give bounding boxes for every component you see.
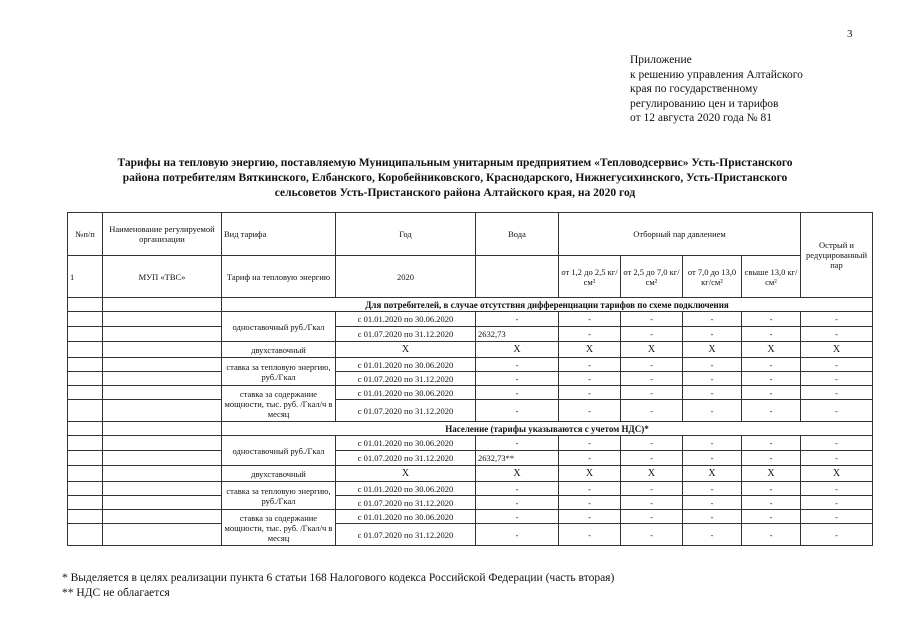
- header-num: №п/п: [68, 213, 103, 256]
- label-maintenance-rate: ставка за содержание мощности, тыс. руб. /Гкал/ч в месяц: [222, 386, 336, 422]
- footnotes: [62, 571, 614, 601]
- document-title: Тарифы на тепловую энергию, поставляемую Муниципальным унитарным предприятием «Тепловодсервис» Усть-Пристанского района потребителям Вяткинского, Елбанского, Коробейниковского, Краснодарского, Нижнегусихинского, Усть-Пристанского сельсоветов Усть-Пристанского района Алтайского края, на 2020 год: [117, 157, 793, 199]
- label-one-part: одноставочный руб./Гкал: [222, 436, 336, 466]
- table-row: с 01.07.2020 по 31.12.2020 - - - - - -: [68, 400, 873, 422]
- period-cell: с 01.01.2020 по 30.06.2020: [336, 510, 476, 524]
- table-row: ставка за содержание мощности, тыс. руб. /Гкал/ч в месяц с 01.01.2020 по 30.06.2020 - - - - - -: [68, 510, 873, 524]
- pressure-header: от 7,0 до 13,0 кг/см²: [683, 256, 742, 298]
- period-cell: с 01.07.2020 по 31.12.2020: [336, 496, 476, 510]
- table-row: с 01.07.2020 по 31.12.2020 - - - - - -: [68, 524, 873, 546]
- page-number: 3: [847, 28, 853, 40]
- header-sharp-steam: Острый и редуцированный пар: [801, 213, 873, 298]
- period-cell: с 01.07.2020 по 31.12.2020: [336, 451, 476, 466]
- header-steam: Отборный пар давлением: [559, 213, 801, 256]
- tariff-type: Тариф на тепловую энергию: [222, 256, 336, 298]
- period-cell: с 01.01.2020 по 30.06.2020: [336, 312, 476, 327]
- water-empty: [476, 256, 559, 298]
- row-num: 1: [68, 256, 103, 298]
- table-row: одноставочный руб./Гкал с 01.01.2020 по 30.06.2020 - - - - - -: [68, 436, 873, 451]
- table-row: ставка за тепловую энергию, руб./Гкал с 01.01.2020 по 30.06.2020 - - - - - -: [68, 358, 873, 372]
- footnote-vat: * Выделяется в целях реализации пункта 6 статьи 168 Налогового кодекса Российской Федерации (часть вторая): [62, 572, 615, 584]
- water-value: 2632,73: [476, 327, 559, 342]
- table-row: с 01.07.2020 по 31.12.2020 - - - - - -: [68, 372, 873, 386]
- table-row: с 01.07.2020 по 31.12.2020 2632,73 - - - - -: [68, 327, 873, 342]
- pressure-header: от 1,2 до 2,5 кг/см²: [559, 256, 621, 298]
- appendix-note: Приложение к решению управления Алтайского края по государственному регулированию цен и тарифов от 12 августа 2020 года № 81: [630, 54, 803, 124]
- table-row: ставка за содержание мощности, тыс. руб. /Гкал/ч в месяц с 01.01.2020 по 30.06.2020 - - - - - -: [68, 386, 873, 400]
- footnote-no-vat: ** НДС не облагается: [62, 587, 170, 599]
- header-year: Год: [336, 213, 476, 256]
- section-row: [68, 298, 873, 312]
- header-org: Наименование регулируемой организации: [103, 213, 222, 256]
- header-tariff-type: Вид тарифа: [222, 213, 336, 256]
- period-cell: с 01.01.2020 по 30.06.2020: [336, 386, 476, 400]
- table-row: ставка за тепловую энергию, руб./Гкал с 01.01.2020 по 30.06.2020 - - - - - -: [68, 482, 873, 496]
- pressure-header: от 2,5 до 7,0 кг/см²: [621, 256, 683, 298]
- period-cell: с 01.07.2020 по 31.12.2020: [336, 400, 476, 422]
- label-two-part: двухставочный: [222, 342, 336, 358]
- table-row: с 01.07.2020 по 31.12.2020 - - - - - -: [68, 496, 873, 510]
- period-cell: с 01.07.2020 по 31.12.2020: [336, 327, 476, 342]
- section-title-consumers: Для потребителей, в случае отсутствия дифференциации тарифов по схеме подключения: [222, 298, 873, 312]
- table-row: с 01.07.2020 по 31.12.2020 2632,73** - - - - -: [68, 451, 873, 466]
- period-cell: с 01.01.2020 по 30.06.2020: [336, 358, 476, 372]
- period-cell: с 01.07.2020 по 31.12.2020: [336, 524, 476, 546]
- label-one-part: одноставочный руб./Гкал: [222, 312, 336, 342]
- label-maintenance-rate: ставка за содержание мощности, тыс. руб. /Гкал/ч в месяц: [222, 510, 336, 546]
- label-two-part: двухставочный: [222, 466, 336, 482]
- table-row: двухставочный Х Х Х Х Х Х Х: [68, 342, 873, 358]
- period-cell: с 01.01.2020 по 30.06.2020: [336, 482, 476, 496]
- table-row: одноставочный руб./Гкал с 01.01.2020 по 30.06.2020 - - - - - -: [68, 312, 873, 327]
- header-row: [68, 213, 873, 256]
- period-cell: с 01.07.2020 по 31.12.2020: [336, 372, 476, 386]
- pressure-header: свыше 13,0 кг/см²: [742, 256, 801, 298]
- period-cell: с 01.01.2020 по 30.06.2020: [336, 436, 476, 451]
- tariff-table: [67, 212, 873, 546]
- header-water: Вода: [476, 213, 559, 256]
- org-name: МУП «ТВС»: [103, 256, 222, 298]
- section-row: [68, 422, 873, 436]
- table-row: двухставочный Х Х Х Х Х Х Х: [68, 466, 873, 482]
- water-value: 2632,73**: [476, 451, 559, 466]
- section-title-population: Население (тарифы указываются с учетом НДС)*: [222, 422, 873, 436]
- label-heat-rate: ставка за тепловую энергию, руб./Гкал: [222, 482, 336, 510]
- org-row: [68, 256, 873, 298]
- label-heat-rate: ставка за тепловую энергию, руб./Гкал: [222, 358, 336, 386]
- year-value: 2020: [336, 256, 476, 298]
